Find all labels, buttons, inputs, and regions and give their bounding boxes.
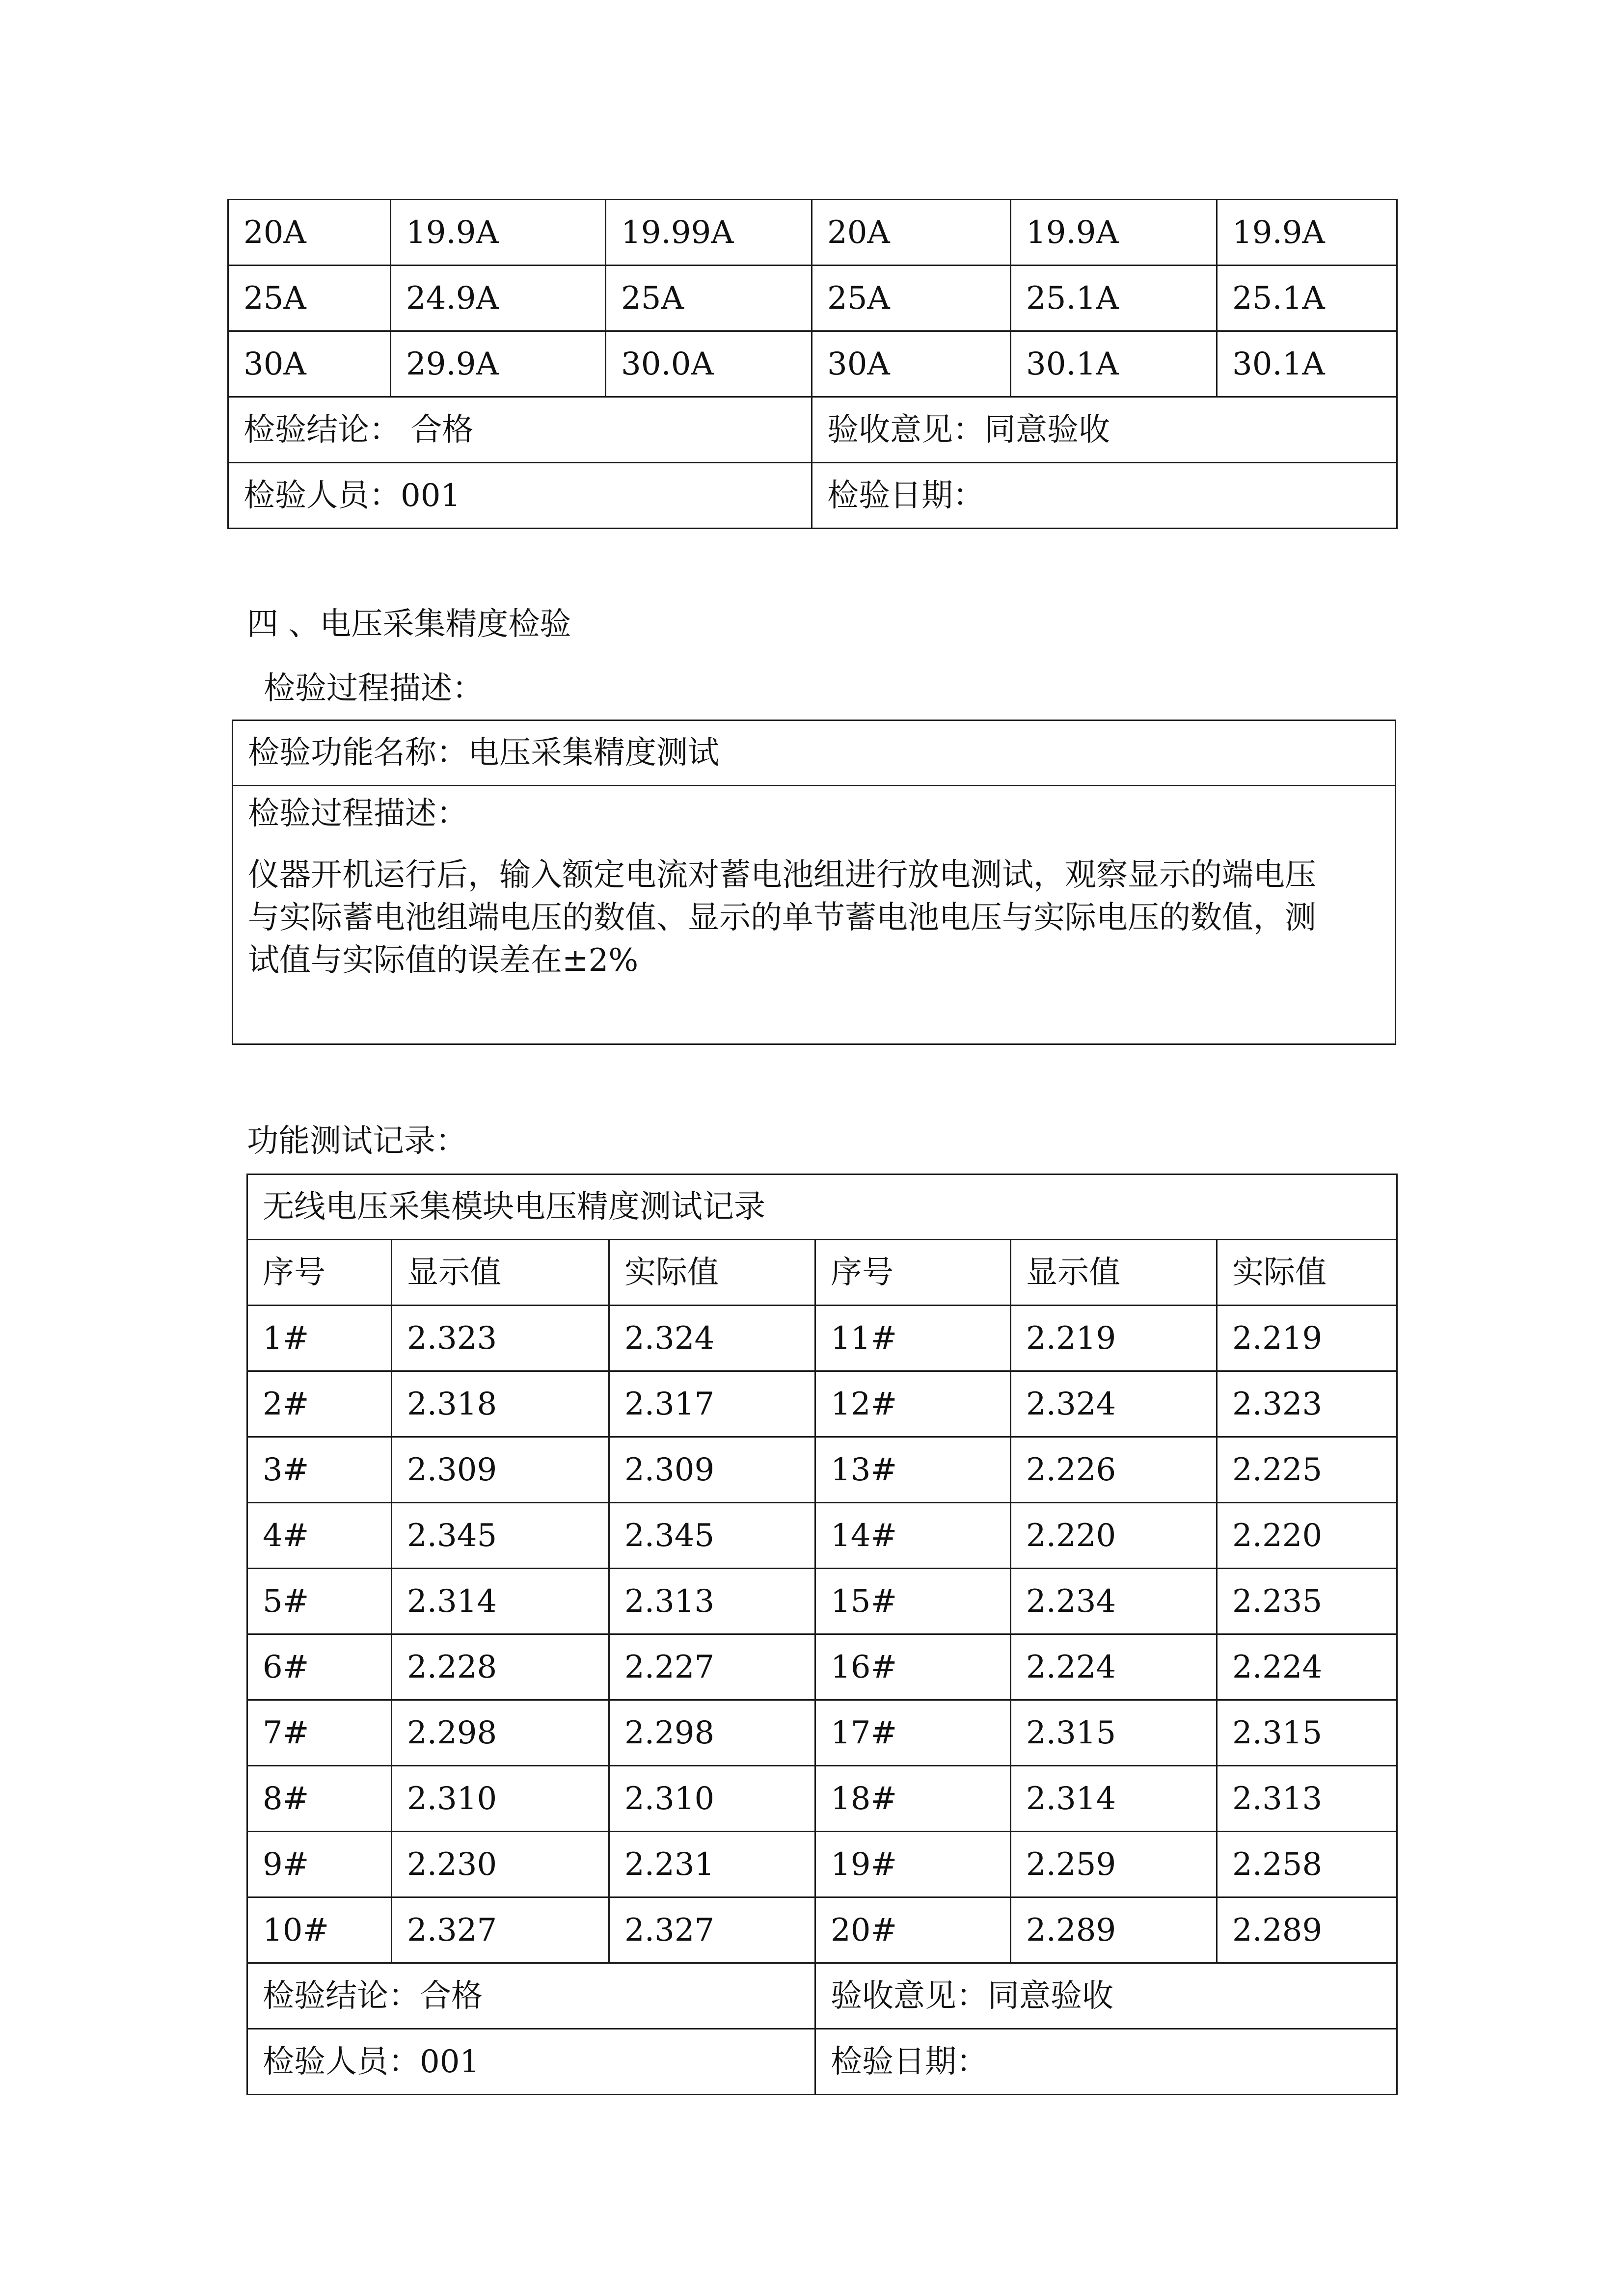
table-row — [247, 1832, 1397, 1897]
table-row — [247, 1371, 1397, 1437]
table-title: 无线电压采集模块电压精度测试记录 — [247, 1175, 1397, 1240]
table-cell: 2.345 — [609, 1503, 815, 1569]
conclusion-cell: 检验结论：合格 — [247, 1963, 815, 2029]
table-cell: 30.0A — [606, 331, 812, 397]
record-label: 功能测试记录： — [247, 1123, 467, 1159]
table-cell: 2# — [247, 1371, 392, 1437]
table-cell: 6# — [247, 1634, 392, 1700]
column-header: 显示值 — [392, 1240, 609, 1306]
table-row — [247, 1766, 1397, 1832]
table-cell: 30.1A — [1011, 331, 1217, 397]
conclusion-cell: 检验结论： 合格 — [228, 397, 812, 463]
table-cell: 2.225 — [1217, 1437, 1397, 1503]
column-header: 序号 — [815, 1240, 1011, 1306]
table-cell: 19.9A — [1217, 200, 1397, 266]
table-cell: 19.9A — [1011, 200, 1217, 266]
table-cell: 2.289 — [1011, 1897, 1217, 1963]
table-cell: 30.1A — [1217, 331, 1397, 397]
table-cell: 2.224 — [1217, 1634, 1397, 1700]
table-cell: 2.314 — [392, 1569, 609, 1634]
table-cell: 11# — [815, 1306, 1011, 1371]
table-row — [247, 1503, 1397, 1569]
table-cell: 2.289 — [1217, 1897, 1397, 1963]
table-row — [247, 1437, 1397, 1503]
column-header: 显示值 — [1011, 1240, 1217, 1306]
table-cell: 10# — [247, 1897, 392, 1963]
table-cell: 2.219 — [1011, 1306, 1217, 1371]
table-row — [247, 1306, 1397, 1371]
table-row — [247, 1569, 1397, 1634]
table-cell: 5# — [247, 1569, 392, 1634]
table-cell: 25.1A — [1011, 266, 1217, 331]
table-row — [247, 2029, 1397, 2095]
table-cell: 2.259 — [1011, 1832, 1217, 1897]
table-cell: 25A — [606, 266, 812, 331]
table-cell: 2.315 — [1011, 1700, 1217, 1766]
table-cell: 2.220 — [1011, 1503, 1217, 1569]
table-row — [247, 1175, 1397, 1240]
table-cell: 2.345 — [392, 1503, 609, 1569]
table-cell: 20# — [815, 1897, 1011, 1963]
date-cell: 检验日期： — [812, 463, 1397, 529]
description-line: 与实际蓄电池组端电压的数值、显示的单节蓄电池电压与实际电压的数值，测 — [248, 900, 1316, 936]
table-cell: 2.235 — [1217, 1569, 1397, 1634]
table-cell: 8# — [247, 1766, 392, 1832]
table-row — [228, 266, 1397, 331]
table-cell: 2.323 — [1217, 1371, 1397, 1437]
table-row — [228, 463, 1397, 529]
date-cell: 检验日期： — [815, 2029, 1397, 2095]
table-row — [247, 1897, 1397, 1963]
acceptance-cell: 验收意见：同意验收 — [812, 397, 1397, 463]
table-cell: 2.227 — [609, 1634, 815, 1700]
table-row — [233, 721, 1396, 786]
column-header: 序号 — [247, 1240, 392, 1306]
section-heading: 四 、电压采集精度检验 — [247, 606, 571, 642]
process-label: 检验过程描述： — [264, 670, 484, 707]
table-cell: 16# — [815, 1634, 1011, 1700]
table-cell: 2.323 — [392, 1306, 609, 1371]
table-cell: 3# — [247, 1437, 392, 1503]
voltage-test-table — [246, 1174, 1398, 2095]
table-cell: 2.318 — [392, 1371, 609, 1437]
process-description-label: 检验过程描述： — [248, 796, 468, 832]
table-cell: 30A — [228, 331, 391, 397]
table-row — [228, 397, 1397, 463]
table-cell: 19.99A — [606, 200, 812, 266]
table-cell: 15# — [815, 1569, 1011, 1634]
table-cell: 13# — [815, 1437, 1011, 1503]
description-line: 试值与实际值的误差在±2% — [248, 942, 639, 979]
table-row — [247, 1963, 1397, 2029]
table-cell: 2.313 — [1217, 1766, 1397, 1832]
table-cell: 25A — [228, 266, 391, 331]
table-cell: 2.220 — [1217, 1503, 1397, 1569]
table-cell: 18# — [815, 1766, 1011, 1832]
table-cell: 2.310 — [392, 1766, 609, 1832]
table-cell: 20A — [228, 200, 391, 266]
table-cell: 7# — [247, 1700, 392, 1766]
table-row — [233, 786, 1396, 1044]
acceptance-cell: 验收意见：同意验收 — [815, 1963, 1397, 2029]
table-header-row — [247, 1240, 1397, 1306]
table-cell: 2.219 — [1217, 1306, 1397, 1371]
table-cell: 2.234 — [1011, 1569, 1217, 1634]
table-cell: 2.315 — [1217, 1700, 1397, 1766]
table-cell: 12# — [815, 1371, 1011, 1437]
table-cell: 2.309 — [609, 1437, 815, 1503]
table-row — [247, 1700, 1397, 1766]
table-cell: 2.230 — [392, 1832, 609, 1897]
inspector-cell: 检验人员：001 — [228, 463, 812, 529]
table-cell: 14# — [815, 1503, 1011, 1569]
table-cell: 2.231 — [609, 1832, 815, 1897]
table-cell: 19.9A — [391, 200, 606, 266]
process-description-cell — [233, 786, 1396, 1044]
table-cell: 30A — [812, 331, 1011, 397]
inspector-cell: 检验人员：001 — [247, 2029, 815, 2095]
table-cell: 2.298 — [609, 1700, 815, 1766]
table-cell: 2.314 — [1011, 1766, 1217, 1832]
table-cell: 2.313 — [609, 1569, 815, 1634]
description-box — [232, 720, 1396, 1045]
table-cell: 19# — [815, 1832, 1011, 1897]
table-cell: 29.9A — [391, 331, 606, 397]
table-cell: 2.317 — [609, 1371, 815, 1437]
table-cell: 4# — [247, 1503, 392, 1569]
table-row — [228, 200, 1397, 266]
table-row — [228, 331, 1397, 397]
table-cell: 2.298 — [392, 1700, 609, 1766]
table-cell: 25A — [812, 266, 1011, 331]
table-cell: 2.327 — [392, 1897, 609, 1963]
description-line: 仪器开机运行后，输入额定电流对蓄电池组进行放电测试，观察显示的端电压 — [248, 857, 1316, 893]
table-cell: 2.310 — [609, 1766, 815, 1832]
table-cell: 24.9A — [391, 266, 606, 331]
table-cell: 2.324 — [609, 1306, 815, 1371]
current-test-table — [227, 199, 1398, 529]
table-cell: 9# — [247, 1832, 392, 1897]
table-cell: 2.228 — [392, 1634, 609, 1700]
table-row — [247, 1634, 1397, 1700]
table-cell: 20A — [812, 200, 1011, 266]
table-cell: 2.309 — [392, 1437, 609, 1503]
table-cell: 1# — [247, 1306, 392, 1371]
column-header: 实际值 — [609, 1240, 815, 1306]
table-cell: 2.324 — [1011, 1371, 1217, 1437]
column-header: 实际值 — [1217, 1240, 1397, 1306]
table-cell: 17# — [815, 1700, 1011, 1766]
table-cell: 2.327 — [609, 1897, 815, 1963]
table-cell: 2.226 — [1011, 1437, 1217, 1503]
function-name-cell: 检验功能名称：电压采集精度测试 — [233, 721, 1396, 786]
table-cell: 2.258 — [1217, 1832, 1397, 1897]
table-cell: 2.224 — [1011, 1634, 1217, 1700]
table-cell: 25.1A — [1217, 266, 1397, 331]
